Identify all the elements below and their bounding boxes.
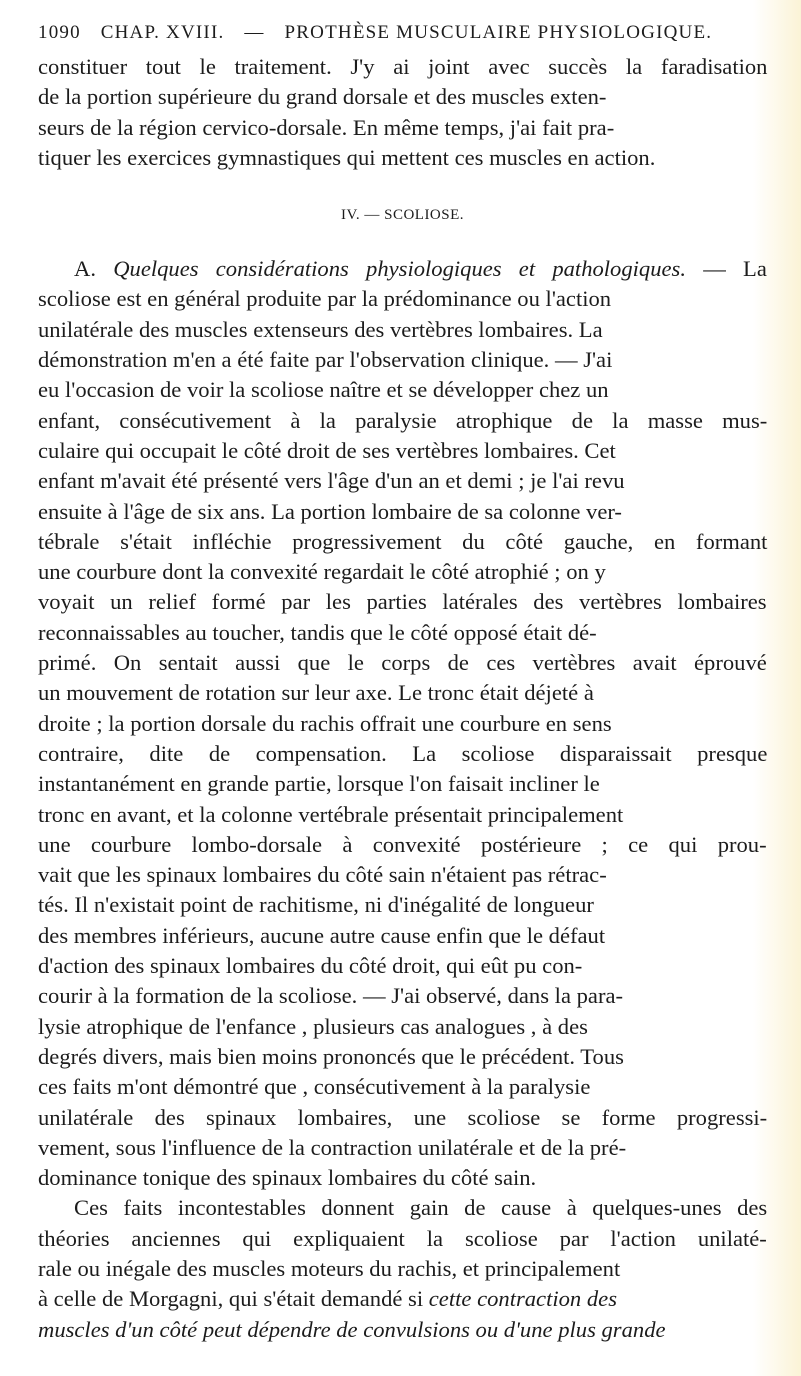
text-line: dominance tonique des spinaux lombaires du côté sain. bbox=[38, 1165, 537, 1191]
running-head bbox=[38, 22, 767, 44]
text-line: ensuite à l'âge de six ans. La portion lombaire de sa colonne ver- bbox=[38, 498, 622, 524]
text-line: vait que les spinaux lombaires du côté sain n'étaient pas rétrac- bbox=[38, 862, 607, 888]
final-italic-b: muscles d'un côté peut dépendre de convulsions ou d'une plus grande bbox=[38, 1316, 666, 1342]
text-line: vement, sous l'influence de la contraction unilatérale et de la pré- bbox=[38, 1134, 627, 1160]
text-line: ces faits m'ont démontré que , consécutivement à la paralysie bbox=[38, 1074, 591, 1100]
text-line: une courbure dont la convexité regardait le côté atrophié ; on y bbox=[38, 559, 606, 585]
text-line: courir à la formation de la scoliose. — J'ai observé, dans la para- bbox=[38, 983, 624, 1009]
text-line: d'action des spinaux lombaires du côté droit, qui eût pu con- bbox=[38, 953, 583, 979]
text-line: degrés divers, mais bien moins prononcés que le précédent. Tous bbox=[38, 1043, 624, 1069]
final-line-roman: à celle de Morgagni, qui s'était demandé si bbox=[38, 1286, 424, 1312]
text-line: Ces faits incontestables donnent gain de cause à quelques-unes des bbox=[74, 1195, 768, 1221]
text-line: enfant, consécutivement à la paralysie atrophique de la masse mus- bbox=[38, 407, 768, 433]
text-line: scoliose est en général produite par la prédominance ou l'action bbox=[38, 286, 612, 312]
subsection-letter: A. bbox=[74, 256, 96, 282]
text-line: primé. On sentait aussi que le corps de ces vertèbres avait éprouvé bbox=[38, 650, 767, 676]
text-line: instantanément en grande partie, lorsque l'on faisait incliner le bbox=[38, 771, 600, 797]
header-dash: — bbox=[244, 22, 265, 43]
subsection-title-tail: — La bbox=[686, 256, 767, 282]
text-line: des membres inférieurs, aucune autre cause enfin que le défaut bbox=[38, 922, 606, 948]
text-line: unilatérale des spinaux lombaires, une scoliose se forme progressi- bbox=[38, 1104, 768, 1130]
section-heading: IV. — SCOLIOSE. bbox=[340, 207, 465, 224]
text-line: voyait un relief formé par les parties latérales des vertèbres lombaires bbox=[38, 589, 767, 615]
text-line: constituer tout le traitement. J'y ai joint avec succès la faradisation bbox=[38, 54, 768, 79]
text-line: rale ou inégale des muscles moteurs du rachis, et principalement bbox=[38, 1255, 621, 1281]
text-line: enfant m'avait été présenté vers l'âge d'un an et demi ; je l'ai revu bbox=[38, 468, 625, 494]
text-line bbox=[38, 1284, 767, 1314]
text-line: une courbure lombo-dorsale à convexité postérieure ; ce qui prou- bbox=[38, 831, 767, 857]
text-line: contraire, dite de compensation. La scoliose disparaissait presque bbox=[38, 740, 768, 766]
page-number: 1090 bbox=[38, 22, 81, 43]
text-line: lysie atrophique de l'enfance , plusieurs cas analogues , à des bbox=[38, 1013, 588, 1039]
text-line bbox=[38, 1315, 767, 1345]
text-line: reconnaissables au toucher, tandis que le côté opposé était dé- bbox=[38, 619, 597, 645]
text-line: tébrale s'était infléchie progressivement du côté gauche, en formant bbox=[38, 528, 768, 554]
subsection-title-line bbox=[38, 254, 767, 284]
subsection-title: Quelques considérations physiologiques et pathologiques. bbox=[113, 256, 686, 282]
final-paragraph bbox=[38, 1193, 767, 1344]
chapter-label: CHAP. XVIII. bbox=[100, 22, 225, 43]
text-line: tronc en avant, et la colonne vertébrale présentait principalement bbox=[38, 801, 624, 827]
text-line: un mouvement de rotation sur leur axe. Le tronc était déjeté à bbox=[38, 680, 594, 706]
text-line: tés. Il n'existait point de rachitisme, ni d'inégalité de longueur bbox=[38, 892, 594, 918]
scoliose-paragraph bbox=[38, 254, 767, 1193]
text-line: tiquer les exercices gymnastiques qui mettent ces muscles en action. bbox=[38, 144, 656, 170]
text-line: unilatérale des muscles extenseurs des vertèbres lombaires. La bbox=[38, 316, 603, 342]
intro-paragraph bbox=[38, 52, 767, 173]
chapter-title: PROTHÈSE MUSCULAIRE PHYSIOLOGIQUE. bbox=[284, 22, 713, 43]
text-line: droite ; la portion dorsale du rachis offrait une courbure en sens bbox=[38, 710, 612, 736]
text-line: démonstration m'en a été faite par l'observation clinique. — J'ai bbox=[38, 347, 613, 373]
text-line: culaire qui occupait le côté droit de ses vertèbres lombaires. Cet bbox=[38, 437, 616, 463]
text-line: de la portion supérieure du grand dorsale et des muscles exten- bbox=[38, 84, 607, 110]
text-line: eu l'occasion de voir la scoliose naître et se développer chez un bbox=[38, 377, 609, 403]
final-italic-a: cette contraction des bbox=[428, 1286, 617, 1312]
text-line: seurs de la région cervico-dorsale. En même temps, j'ai fait pra- bbox=[38, 114, 615, 140]
text-line: théories anciennes qui expliquaient la scoliose par l'action unilaté- bbox=[38, 1225, 767, 1251]
